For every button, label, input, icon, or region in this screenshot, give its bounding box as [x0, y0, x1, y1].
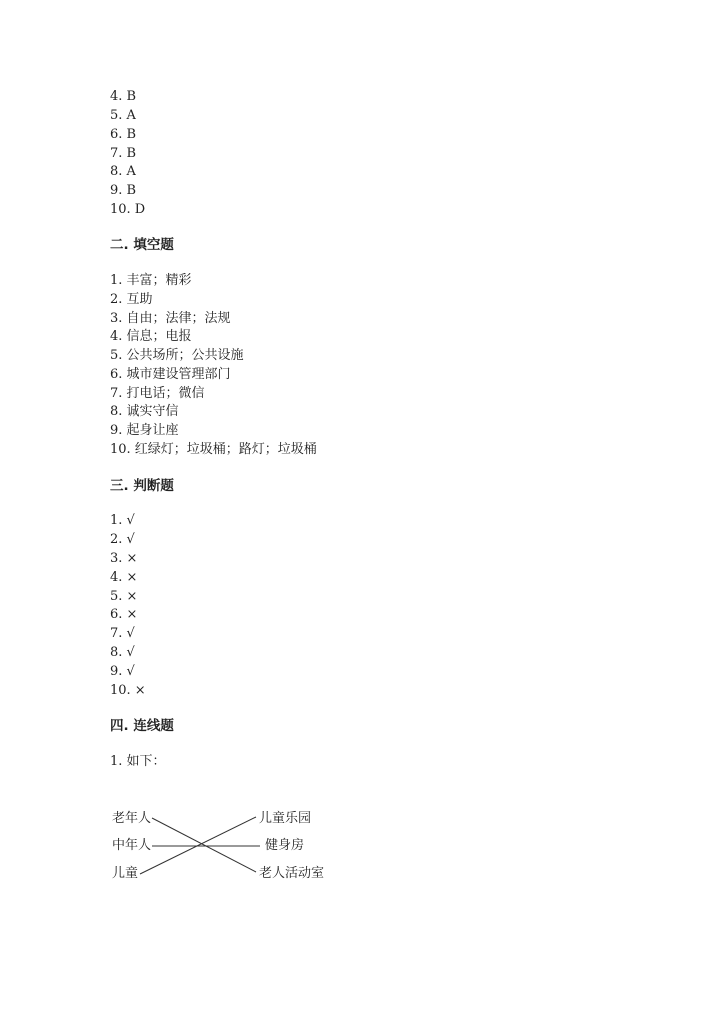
answer-line: 5. A	[110, 108, 136, 123]
answer-line: 2. √	[110, 532, 135, 547]
left-label-elderly: 老年人	[112, 811, 152, 826]
answer-line: 4. B	[110, 89, 137, 104]
right-label-gym: 健身房	[265, 838, 305, 853]
answer-line: 9. √	[110, 664, 135, 679]
answer-line: 3. 自由；法律；法规	[110, 311, 231, 326]
section-heading-fill-blank: 二. 填空题	[110, 237, 174, 253]
answer-line: 5. 公共场所；公共设施	[110, 348, 244, 363]
answer-line: 6. ×	[110, 607, 138, 622]
answer-line: 2. 互助	[110, 292, 153, 307]
answer-line: 10. 红绿灯；垃圾桶；路灯；垃圾桶	[110, 442, 317, 457]
right-label-senior-center: 老人活动室	[259, 866, 325, 881]
answer-line: 1. √	[110, 513, 135, 528]
answer-line: 7. √	[110, 626, 135, 641]
answer-line: 5. ×	[110, 589, 138, 604]
answer-line: 7. 打电话；微信	[110, 386, 205, 401]
answer-line: 1. 丰富；精彩	[110, 273, 192, 288]
answer-line: 3. ×	[110, 551, 138, 566]
left-label-children: 儿童	[112, 866, 139, 881]
answer-line: 10. D	[110, 202, 146, 217]
answer-line: 8. A	[110, 164, 136, 179]
answer-line: 1. 如下：	[110, 754, 166, 769]
answer-line: 6. B	[110, 127, 137, 142]
answer-line: 6. 城市建设管理部门	[110, 367, 231, 382]
left-label-middle-aged: 中年人	[112, 838, 152, 853]
match-line-elderly-senior-center	[152, 818, 256, 872]
answer-line: 4. 信息；电报	[110, 329, 192, 344]
matching-diagram	[100, 798, 340, 898]
answer-line: 10. ×	[110, 683, 146, 698]
answer-line: 7. B	[110, 146, 137, 161]
section-heading-matching: 四. 连线题	[110, 718, 174, 734]
answer-line: 8. 诚实守信	[110, 404, 179, 419]
answer-line: 4. ×	[110, 570, 138, 585]
answer-line: 9. 起身让座	[110, 423, 179, 438]
right-label-playground: 儿童乐园	[259, 811, 312, 826]
answer-line: 9. B	[110, 183, 137, 198]
answer-line: 8. √	[110, 645, 135, 660]
section-heading-true-false: 三. 判断题	[110, 478, 174, 494]
